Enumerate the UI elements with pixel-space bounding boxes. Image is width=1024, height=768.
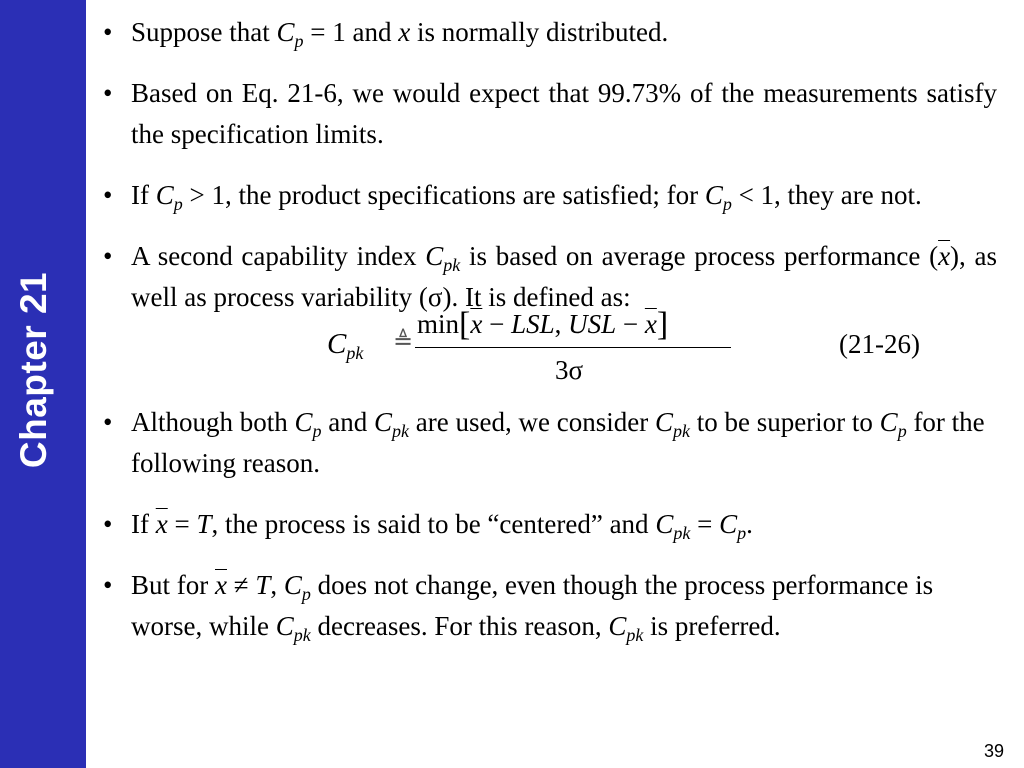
slide-content	[103, 12, 997, 647]
bullet-5: • Although both $C_p$ and $C_{pk}$ are used, we consider $C_{pk}$ to be superior to $C_p$ for the following reason.	[103, 402, 997, 484]
bullet-7: • But for $\overline{x} \ne T$, $C_p$ does not change, even though the process performance is worse, while $C_{pk}$ decreases. For this reason, $C_{pk}$ is preferred.	[103, 565, 997, 647]
formula-denominator: 3σ	[555, 355, 584, 385]
page-number: 39	[983, 741, 1004, 761]
bullet-6: • If $\overline{x} = T$, the process is said to be “centered” and $C_{pk} = C_p$.	[103, 504, 997, 545]
chapter-label: Chapter 21	[13, 271, 54, 469]
bullet-4: • A second capability index $C_{pk}$ is based on average process performance $(\overline{x})$, as well as process variability (σ). It is defined as:	[103, 236, 997, 318]
formula-equals-glyph: ≜	[393, 329, 414, 355]
fraction-bar	[415, 347, 731, 348]
bullet-3: • If $C_p > 1$, the product specifications are satisfied; for $C_p < 1$, they are not.	[103, 175, 997, 216]
chapter-sidebar	[0, 0, 86, 768]
formula-numerator: $\min[\overline{x}$ − LSL, USL − $\overline{x}$]	[417, 306, 669, 343]
bullet-1: • Suppose that $C_p = 1$ and x is normally distributed.	[103, 12, 997, 53]
formula-lhs: $C_{pk}$	[327, 328, 364, 363]
equation-number: (21-26)	[839, 329, 920, 359]
bullet-2: • Based on Eq. 21-6, we would expect that 99.73% of the measurements satisfy the specification limits.	[103, 73, 997, 155]
cpk-formula	[103, 306, 997, 390]
